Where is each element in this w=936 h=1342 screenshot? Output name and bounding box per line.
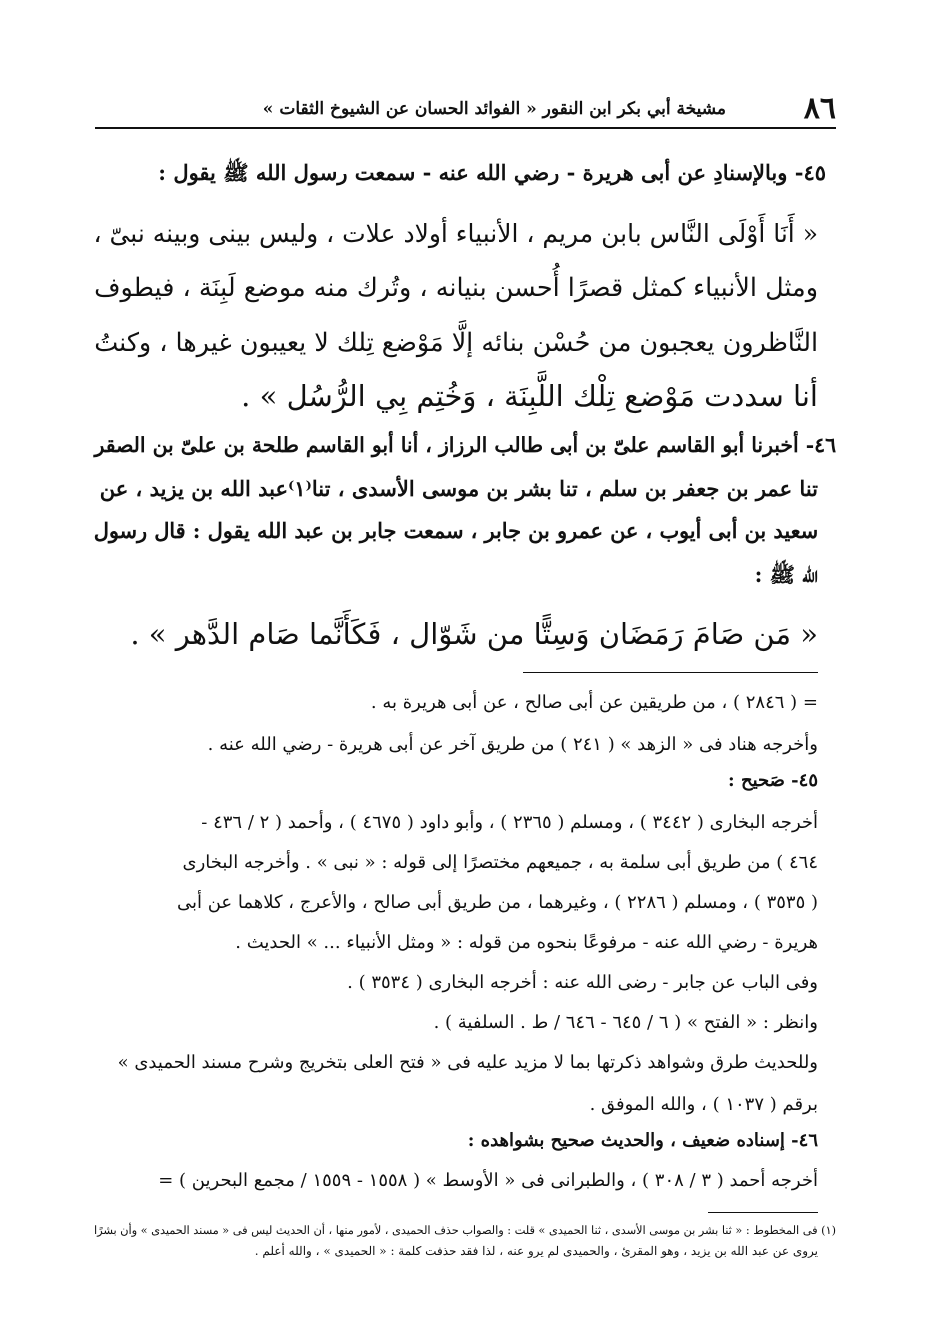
note-46-line: أخرجه أحمد ( ٣ / ٣٠٨ ) ، والطبرانى فى « الأوسط » ( ١٥٥٨ - ١٥٥٩ / مجمع البحرين ) = [158, 1170, 818, 1191]
hadith-45-text-line: « أَنَا أَوْلَى النَّاس بابن مريم ، الأنبياء أولاد علات ، وليس بينى وبينه نبىّ ، [93, 219, 818, 248]
notes-separator [523, 672, 818, 673]
hadith-46-isnad-line: ٤٦- أخبرنا أبو القاسم علىّ بن أبى طالب الرزاز ، أنا أبو القاسم طلحة بن علىّ بن الصقر [94, 433, 836, 457]
hadith-46-isnad-line: سعيد بن أبى أيوب ، عن عمرو بن جابر ، سمعت جابر بن عبد الله يقول : قال رسول [93, 518, 818, 543]
note-45-line: وانظر : « الفتح » ( ٦ / ٦٤٥ - ٦٤٦ / ط . السلفية ) . [433, 1012, 818, 1033]
footnote-line: يروى عن عبد الله بن يزيد ، وهو المقرئ ، والحميدى لم يرو عنه ، لذا فقد حذفت كلمة : « الحميدى » ، والله أعلم . [254, 1244, 818, 1258]
footnote-separator [708, 1212, 818, 1213]
note-continuation-line: = ( ٢٨٤٦ ) ، من طريقين عن أبى صالح ، عن أبى هريرة به . [370, 692, 818, 713]
hadith-46-isnad-line: الله ﷺ : [754, 562, 818, 587]
hadith-46-isnad-line: تنا عمر بن جعفر بن سلم ، تنا بشر بن موسى الأسدى ، تنا⁽١⁾عبد الله بن يزيد ، عن [99, 476, 818, 501]
hadith-45-text-line: ومثل الأنبياء كمثل قصرًا أُحسن بنيانه ، وتُرك منه موضع لَبِنَة ، فيطوف [94, 273, 818, 303]
note-45-heading: ٤٥- صَحيح : [728, 770, 818, 791]
hadith-45-text-line: أنا سددت مَوْضع تِلْك اللَّبِنَة ، وَخُتِم بِي الرُّسُل » . [241, 379, 818, 413]
note-45-line: وفى الباب عن جابر - رضى الله عنه : أخرجه البخارى ( ٣٥٣٤ ) . [347, 972, 818, 993]
header-rule [95, 127, 836, 129]
hadith-45-intro: ٤٥- وبالإسنادِ عن أبى هريرة - رضي الله عنه - سمعت رسول الله ﷺ يقول : [158, 160, 826, 185]
note-46-heading: ٤٦- إسناده ضعيف ، والحديث صحيح بشواهده : [467, 1130, 818, 1151]
page-header [95, 92, 836, 126]
running-title: مشيخة أبي بكر ابن النقور « الفوائد الحسان عن الشيوخ الثقات » [262, 99, 726, 119]
note-45-line: برقم ( ١٠٣٧ ) ، والله الموفق . [589, 1094, 818, 1115]
note-45-line: أخرجه البخارى ( ٣٤٤٢ ) ، ومسلم ( ٢٣٦٥ ) ، وأبو داود ( ٤٦٧٥ ) ، وأحمد ( ٢ / ٤٣٦ - [201, 812, 818, 833]
note-45-line: وللحديث طرق وشواهد ذكرتها بما لا مزيد عليه فى « فتح العلى بتخريج وشرح مسند الحميدى » [117, 1052, 818, 1073]
hadith-46-text: « مَن صَامَ رَمَضَان وَسِتًّا من شَوّال ، فَكَأَنَّما صَام الدَّهر » . [130, 617, 818, 651]
note-45-line: هريرة - رضي الله عنه - مرفوعًا بنحوه من قوله : « ومثل الأنبياء ... » الحديث . [235, 932, 818, 953]
note-45-line: ( ٣٥٣٥ ) ، ومسلم ( ٢٢٨٦ ) ، وغيرهما ، من طريق أبى صالح ، والأعرج ، كلاهما عن أبى [176, 892, 818, 913]
hadith-45-text-line: النَّاظرون يعجبون من حُسْن بنائه إلَّا مَوْضع تِلك لا يعيبون غيرها ، وكنتُ [94, 327, 818, 357]
note-45-line: ٤٦٤ ) من طريق أبى سلمة به ، جميعهم مختصرًا إلى قوله : « نبى » . وأخرجه البخارى [182, 852, 818, 873]
note-continuation-line: وأخرجه هناد فى « الزهد » ( ٢٤١ ) من طريق آخر عن أبى هريرة - رضي الله عنه . [207, 734, 818, 755]
page-number: ٨٦ [803, 91, 836, 126]
footnote-line: (١) فى المخطوط : « ثنا بشر بن موسى الأسدى ، ثنا الحميدى » قلت : والصواب حذف الحميدى ، لأمور منها ، أن الحديث ليس فى « مسند الحميدى » وأن بشرًا [94, 1224, 836, 1237]
